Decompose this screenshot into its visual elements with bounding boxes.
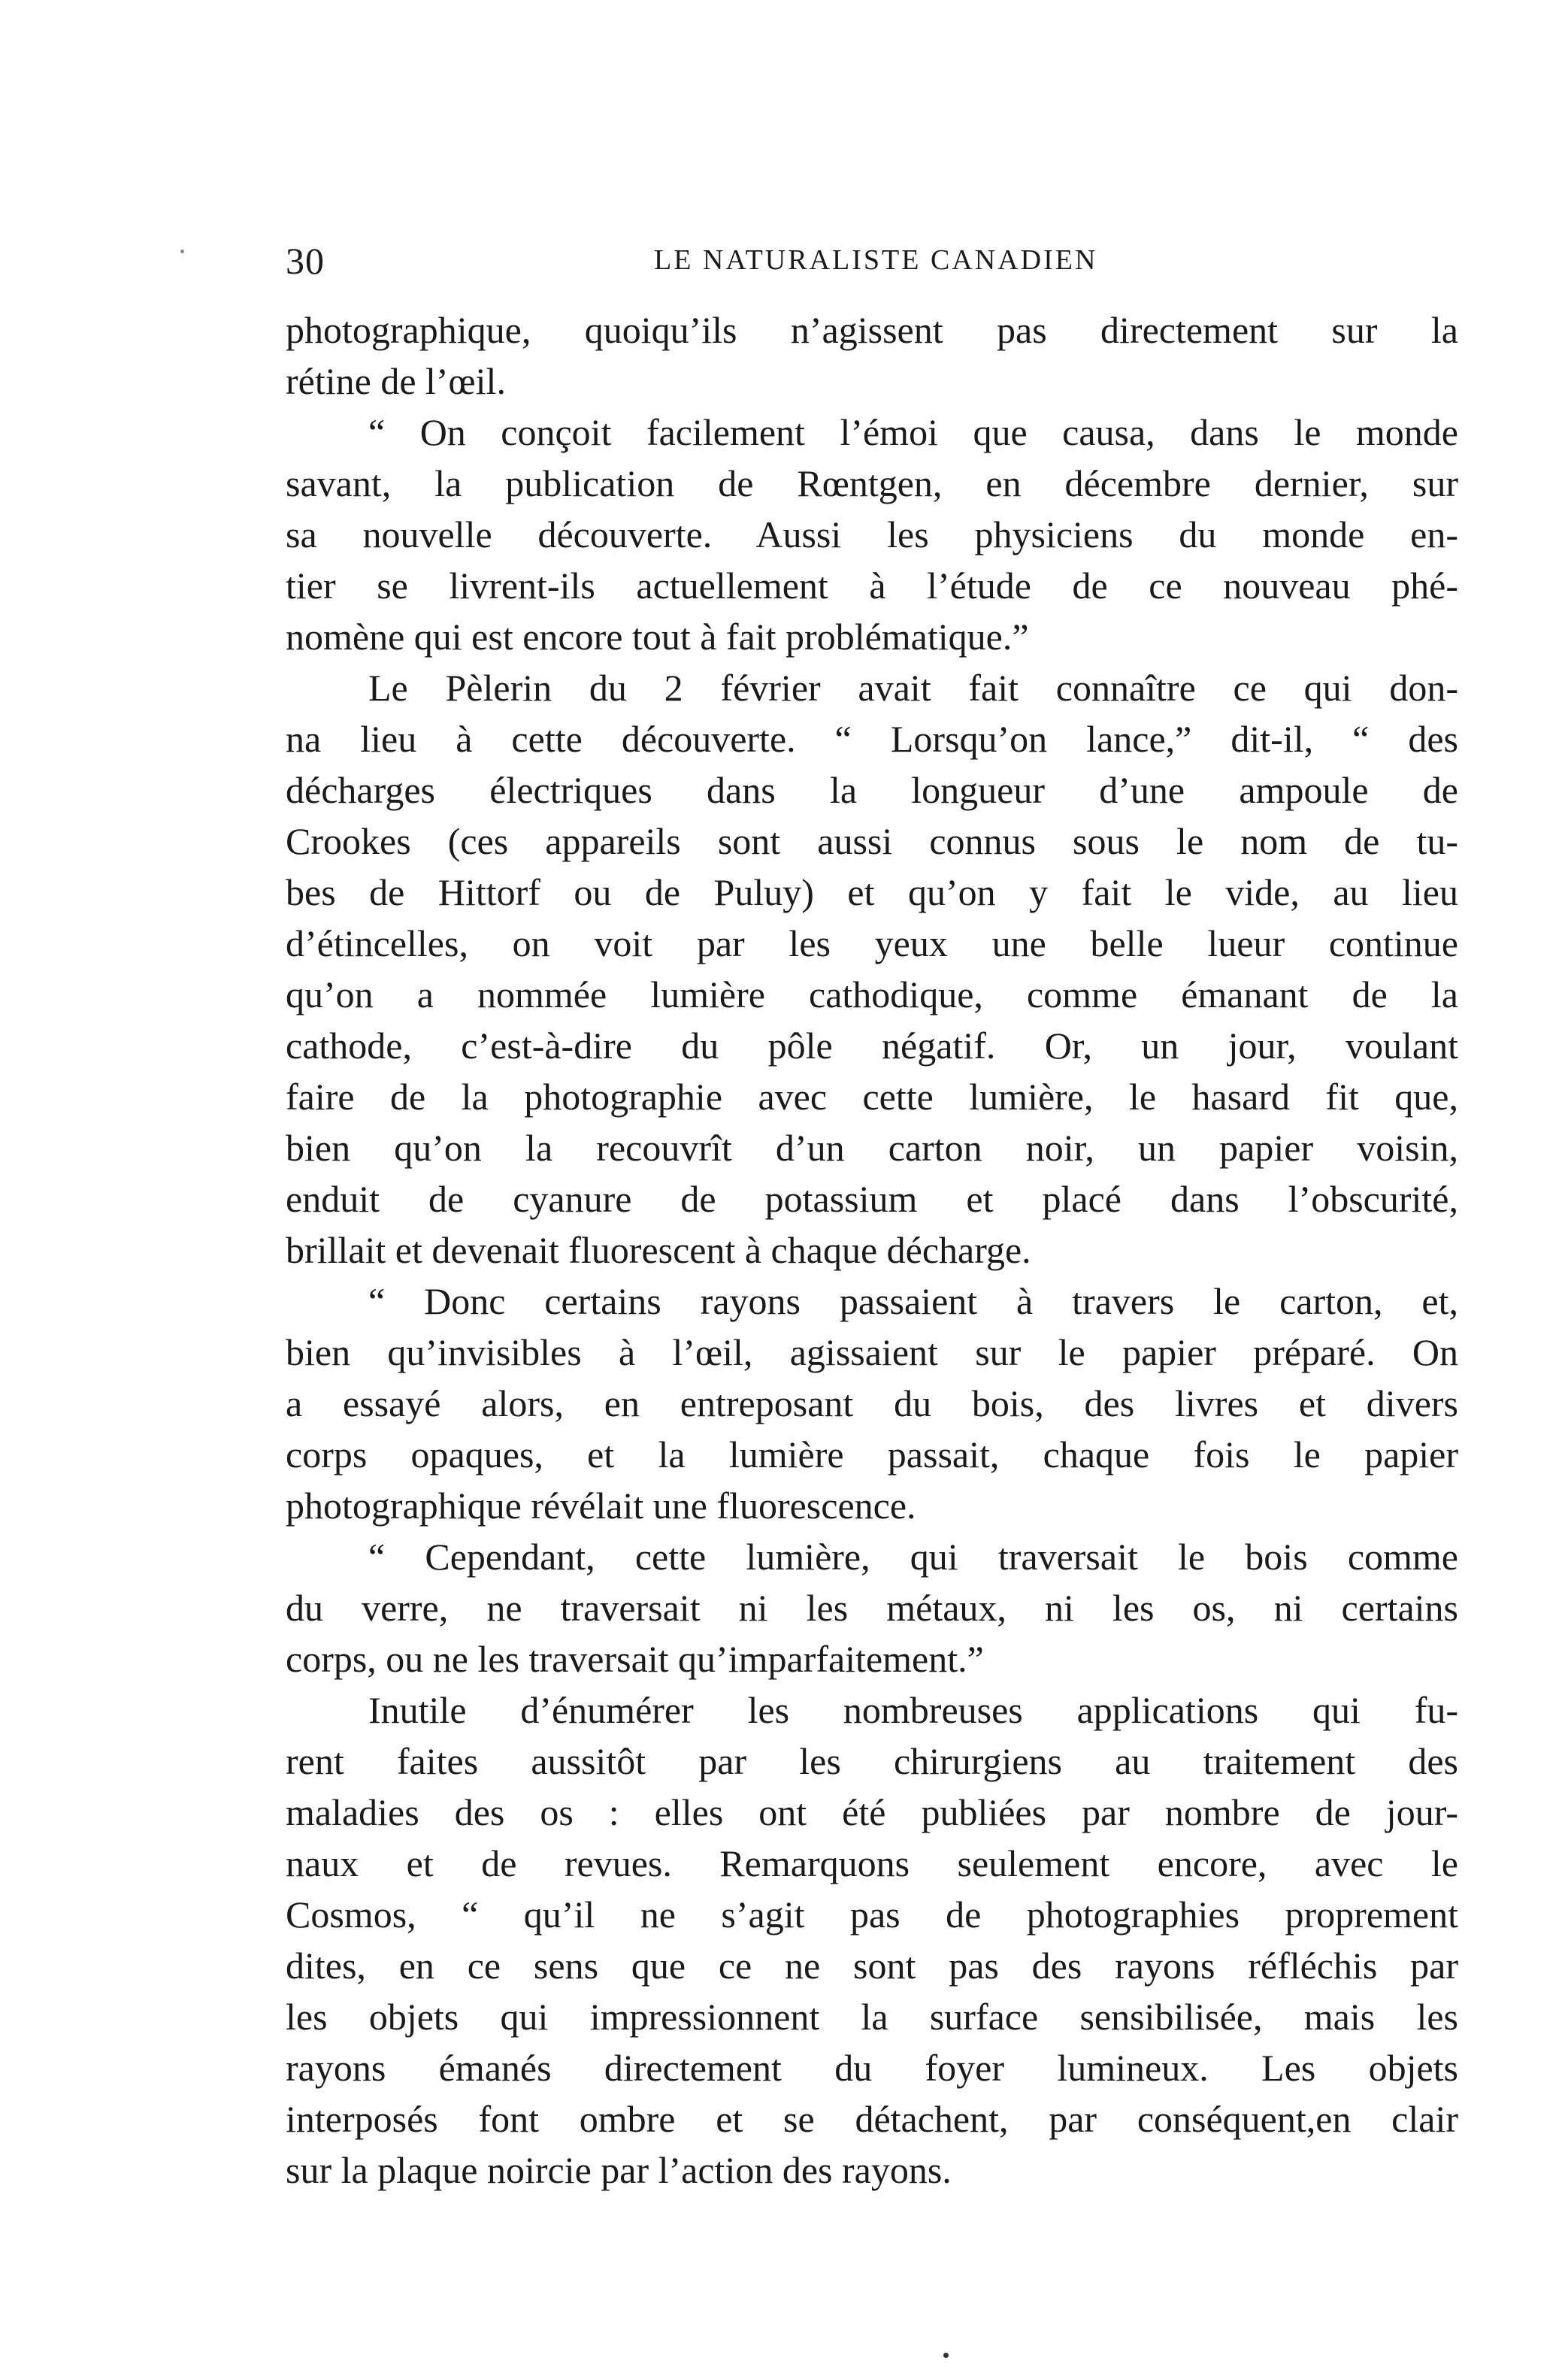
text-line: bien qu’invisibles à l’œil, agissaient sur le papier préparé. On — [286, 1331, 1458, 1373]
footer-dot — [943, 2353, 949, 2358]
text-line: dites, en ce sens que ce ne sont pas des rayons réfléchis par — [286, 1945, 1458, 1987]
text-line: savant, la publication de Rœntgen, en décembre dernier, sur — [286, 462, 1458, 504]
body-text — [286, 304, 1458, 2196]
text-line: cathode, c’est-à-dire du pôle négatif. Or, un jour, voulant — [286, 1025, 1458, 1067]
text-line: photographique révélait une fluorescence. — [286, 1485, 916, 1527]
text-line: bien qu’on la recouvrît d’un carton noir, un papier voisin, — [286, 1127, 1458, 1169]
text-line: “ On conçoit facilement l’émoi que causa, dans le monde — [368, 411, 1458, 453]
text-line: faire de la photographie avec cette lumière, le hasard fit que, — [286, 1076, 1458, 1118]
text-line: les objets qui impressionnent la surface sensibilisée, mais les — [286, 1996, 1458, 2038]
page-number: 30 — [286, 240, 325, 282]
text-line: d’étincelles, on voit par les yeux une belle lueur continue — [286, 922, 1458, 964]
text-line: sur la plaque noircie par l’action des rayons. — [286, 2149, 952, 2191]
text-line: photographique, quoiqu’ils n’agissent pas directement sur la — [286, 309, 1458, 351]
text-line: corps, ou ne les traversait qu’imparfaitement.” — [286, 1638, 984, 1680]
running-title: LE NATURALISTE CANADIEN — [654, 244, 1098, 276]
text-line: Cosmos, “ qu’il ne s’agit pas de photographies proprement — [286, 1893, 1458, 1936]
text-line: tier se livrent-ils actuellement à l’étude de ce nouveau phé- — [286, 564, 1458, 607]
text-line: enduit de cyanure de potassium et placé dans l’obscurité, — [286, 1178, 1458, 1220]
text-line: sa nouvelle découverte. Aussi les physiciens du monde en- — [286, 513, 1458, 555]
text-line: bes de Hittorf ou de Puluy) et qu’on y fait le vide, au lieu — [286, 871, 1458, 913]
text-line: Crookes (ces appareils sont aussi connus sous le nom de tu- — [286, 820, 1458, 862]
text-line: Le Pèlerin du 2 février avait fait connaître ce qui don- — [368, 667, 1458, 709]
text-line: “ Cependant, cette lumière, qui traversait le bois comme — [368, 1536, 1458, 1578]
margin-speck — [180, 250, 184, 253]
text-line: rétine de l’œil. — [286, 360, 506, 402]
text-line: rayons émanés directement du foyer lumineux. Les objets — [286, 2047, 1458, 2089]
text-line: naux et de revues. Remarquons seulement encore, avec le — [286, 1842, 1458, 1884]
page-header — [286, 239, 1458, 284]
text-line: nomène qui est encore tout à fait problématique.” — [286, 616, 1029, 658]
text-line: a essayé alors, en entreposant du bois, des livres et divers — [286, 1382, 1458, 1424]
text-line: maladies des os : elles ont été publiées par nombre de jour- — [286, 1791, 1458, 1833]
text-line: corps opaques, et la lumière passait, chaque fois le papier — [286, 1433, 1458, 1476]
text-line: interposés font ombre et se détachent, par conséquent,en clair — [286, 2098, 1458, 2140]
text-line: brillait et devenait fluorescent à chaque décharge. — [286, 1229, 1031, 1271]
text-line: décharges électriques dans la longueur d’une ampoule de — [286, 769, 1458, 811]
text-line: na lieu à cette découverte. “ Lorsqu’on lance,” dit-il, “ des — [286, 718, 1458, 760]
text-line: “ Donc certains rayons passaient à travers le carton, et, — [368, 1280, 1458, 1322]
text-line: du verre, ne traversait ni les métaux, ni les os, ni certains — [286, 1587, 1458, 1629]
text-line: rent faites aussitôt par les chirurgiens au traitement des — [286, 1740, 1458, 1782]
text-line: qu’on a nommée lumière cathodique, comme émanant de la — [286, 973, 1458, 1015]
text-line: Inutile d’énumérer les nombreuses applications qui fu- — [368, 1689, 1458, 1731]
